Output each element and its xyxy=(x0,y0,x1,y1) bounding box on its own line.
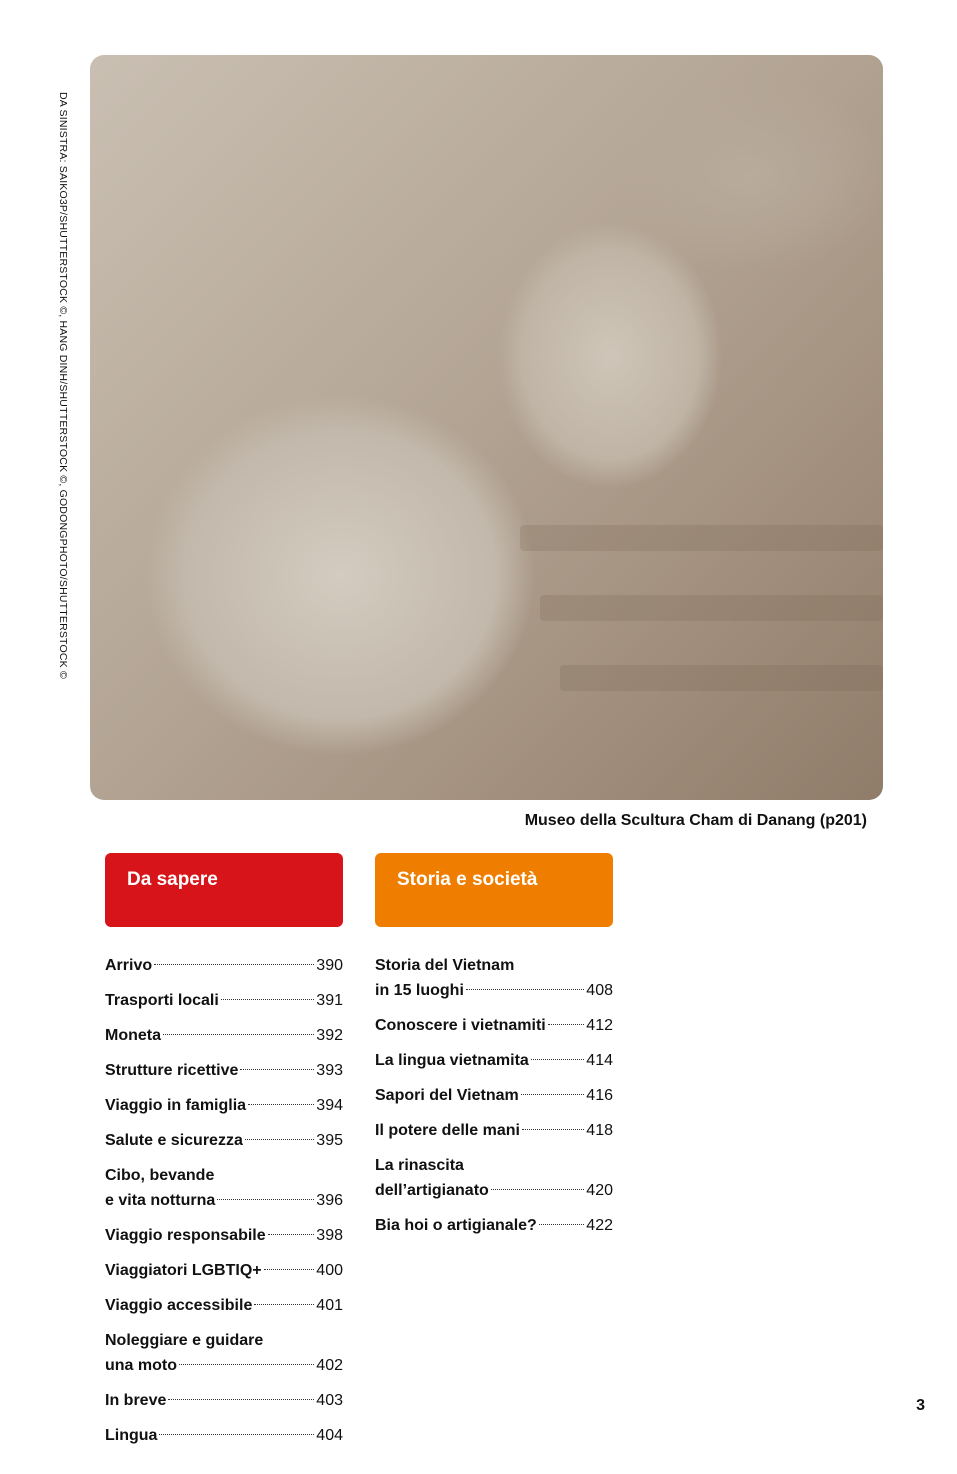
toc-page-number: 404 xyxy=(316,1427,343,1444)
dot-leader xyxy=(221,999,314,1000)
dot-leader xyxy=(248,1104,314,1105)
toc-entry[interactable] xyxy=(375,1118,613,1143)
toc-entry-title-line: La rinascita xyxy=(375,1157,464,1174)
toc-entry-title: Trasporti locali xyxy=(105,992,219,1009)
toc-entry-title: una moto xyxy=(105,1357,177,1374)
toc-entry[interactable] xyxy=(375,1213,613,1238)
dot-leader xyxy=(168,1399,314,1400)
dot-leader xyxy=(240,1069,314,1070)
dot-leader xyxy=(179,1364,314,1365)
toc-entry-title: Viaggiatori LGBTIQ+ xyxy=(105,1262,262,1279)
toc-entry[interactable] xyxy=(105,1328,343,1378)
toc-page-number: 395 xyxy=(316,1132,343,1149)
toc-page-number: 394 xyxy=(316,1097,343,1114)
sculpture-photo xyxy=(90,55,883,800)
toc-list-storia-e-societa xyxy=(375,953,613,1238)
dot-leader xyxy=(163,1034,314,1035)
toc-entry-title: e vita notturna xyxy=(105,1192,216,1209)
dot-leader xyxy=(522,1129,584,1130)
dot-leader xyxy=(539,1224,584,1225)
toc-entry[interactable] xyxy=(105,1258,343,1283)
toc-page-number: 396 xyxy=(316,1192,343,1209)
toc-entry-title: La lingua vietnamita xyxy=(375,1052,529,1069)
photo-stone-band xyxy=(560,665,883,691)
toc-page-number: 414 xyxy=(586,1052,613,1069)
toc-entry[interactable] xyxy=(105,1388,343,1413)
toc-page-number: 400 xyxy=(316,1262,343,1279)
toc-entry-title: dell’artigianato xyxy=(375,1182,489,1199)
toc-page-number: 402 xyxy=(316,1357,343,1374)
dot-leader xyxy=(531,1059,584,1060)
section-header-storia-e-societa: Storia e società xyxy=(375,853,613,927)
dot-leader xyxy=(264,1269,315,1270)
toc-page-number: 403 xyxy=(316,1392,343,1409)
toc-entry-title-line: Storia del Vietnam xyxy=(375,957,515,974)
photo-caption: Museo della Scultura Cham di Danang (p201) xyxy=(524,812,867,829)
toc-entry-title: Il potere delle mani xyxy=(375,1122,520,1139)
toc-page-number: 391 xyxy=(316,992,343,1009)
dot-leader xyxy=(548,1024,585,1025)
toc-page-number: 392 xyxy=(316,1027,343,1044)
toc-entry[interactable] xyxy=(105,1423,343,1448)
toc-entry-title: Arrivo xyxy=(105,957,153,974)
dot-leader xyxy=(154,964,314,965)
toc-entry[interactable] xyxy=(105,1293,343,1318)
toc-page-number: 390 xyxy=(316,957,343,974)
toc-entry-title: Viaggio responsabile xyxy=(105,1227,266,1244)
toc-page-number: 412 xyxy=(586,1017,613,1034)
toc-entry[interactable] xyxy=(375,1083,613,1108)
toc-entry[interactable] xyxy=(375,1048,613,1073)
toc-page-number: 401 xyxy=(316,1297,343,1314)
dot-leader xyxy=(254,1304,314,1305)
toc-entry-title: Viaggio accessibile xyxy=(105,1297,253,1314)
toc-entry-title: Conoscere i vietnamiti xyxy=(375,1017,546,1034)
toc-entry-title: Salute e sicurezza xyxy=(105,1132,243,1149)
toc-entry[interactable] xyxy=(375,1153,613,1203)
toc-page-number: 422 xyxy=(586,1217,613,1234)
toc-page-number: 408 xyxy=(586,982,613,999)
toc-entry[interactable] xyxy=(105,988,343,1013)
page-number: 3 xyxy=(916,1397,925,1414)
dot-leader xyxy=(268,1234,315,1235)
toc-entry[interactable] xyxy=(105,1163,343,1213)
toc-entry[interactable] xyxy=(105,953,343,978)
toc-entry-title: Sapori del Vietnam xyxy=(375,1087,519,1104)
toc-entry-title: Strutture ricettive xyxy=(105,1062,239,1079)
toc-entry-title: Moneta xyxy=(105,1027,161,1044)
toc-page-number: 420 xyxy=(586,1182,613,1199)
dot-leader xyxy=(159,1434,314,1435)
toc-entry[interactable] xyxy=(105,1058,343,1083)
toc-entry-title: Viaggio in famiglia xyxy=(105,1097,247,1114)
section-storia-e-societa xyxy=(375,853,613,1248)
toc-entry[interactable] xyxy=(105,1093,343,1118)
photo-stone-band xyxy=(520,525,883,551)
toc-entry-title: In breve xyxy=(105,1392,167,1409)
toc-entry-title-line: Cibo, bevande xyxy=(105,1167,215,1184)
dot-leader xyxy=(491,1189,585,1190)
section-header-da-sapere: Da sapere xyxy=(105,853,343,927)
toc-entry[interactable] xyxy=(375,953,613,1003)
photo-credit: DA SINISTRA: SAIKO3P/SHUTTERSTOCK ©, HANG DINH/SHUTTERSTOCK ©, GODONGPHOTO/SHUTTERSTOCK © xyxy=(57,92,69,679)
dot-leader xyxy=(217,1199,314,1200)
photo-stone-band xyxy=(540,595,883,621)
toc-entry[interactable] xyxy=(375,1013,613,1038)
toc-entry[interactable] xyxy=(105,1023,343,1048)
toc-page-number: 398 xyxy=(316,1227,343,1244)
toc-page-number: 416 xyxy=(586,1087,613,1104)
toc-list-da-sapere xyxy=(105,953,343,1448)
toc-entry[interactable] xyxy=(105,1128,343,1153)
dot-leader xyxy=(466,989,584,990)
dot-leader xyxy=(245,1139,314,1140)
section-da-sapere xyxy=(105,853,343,1458)
toc-page-number: 393 xyxy=(316,1062,343,1079)
toc-entry[interactable] xyxy=(105,1223,343,1248)
toc-page-number: 418 xyxy=(586,1122,613,1139)
dot-leader xyxy=(521,1094,585,1095)
toc-entry-title-line: Noleggiare e guidare xyxy=(105,1332,264,1349)
toc-entry-title: in 15 luoghi xyxy=(375,982,464,999)
toc-entry-title: Bia hoi o artigianale? xyxy=(375,1217,537,1234)
toc-entry-title: Lingua xyxy=(105,1427,158,1444)
